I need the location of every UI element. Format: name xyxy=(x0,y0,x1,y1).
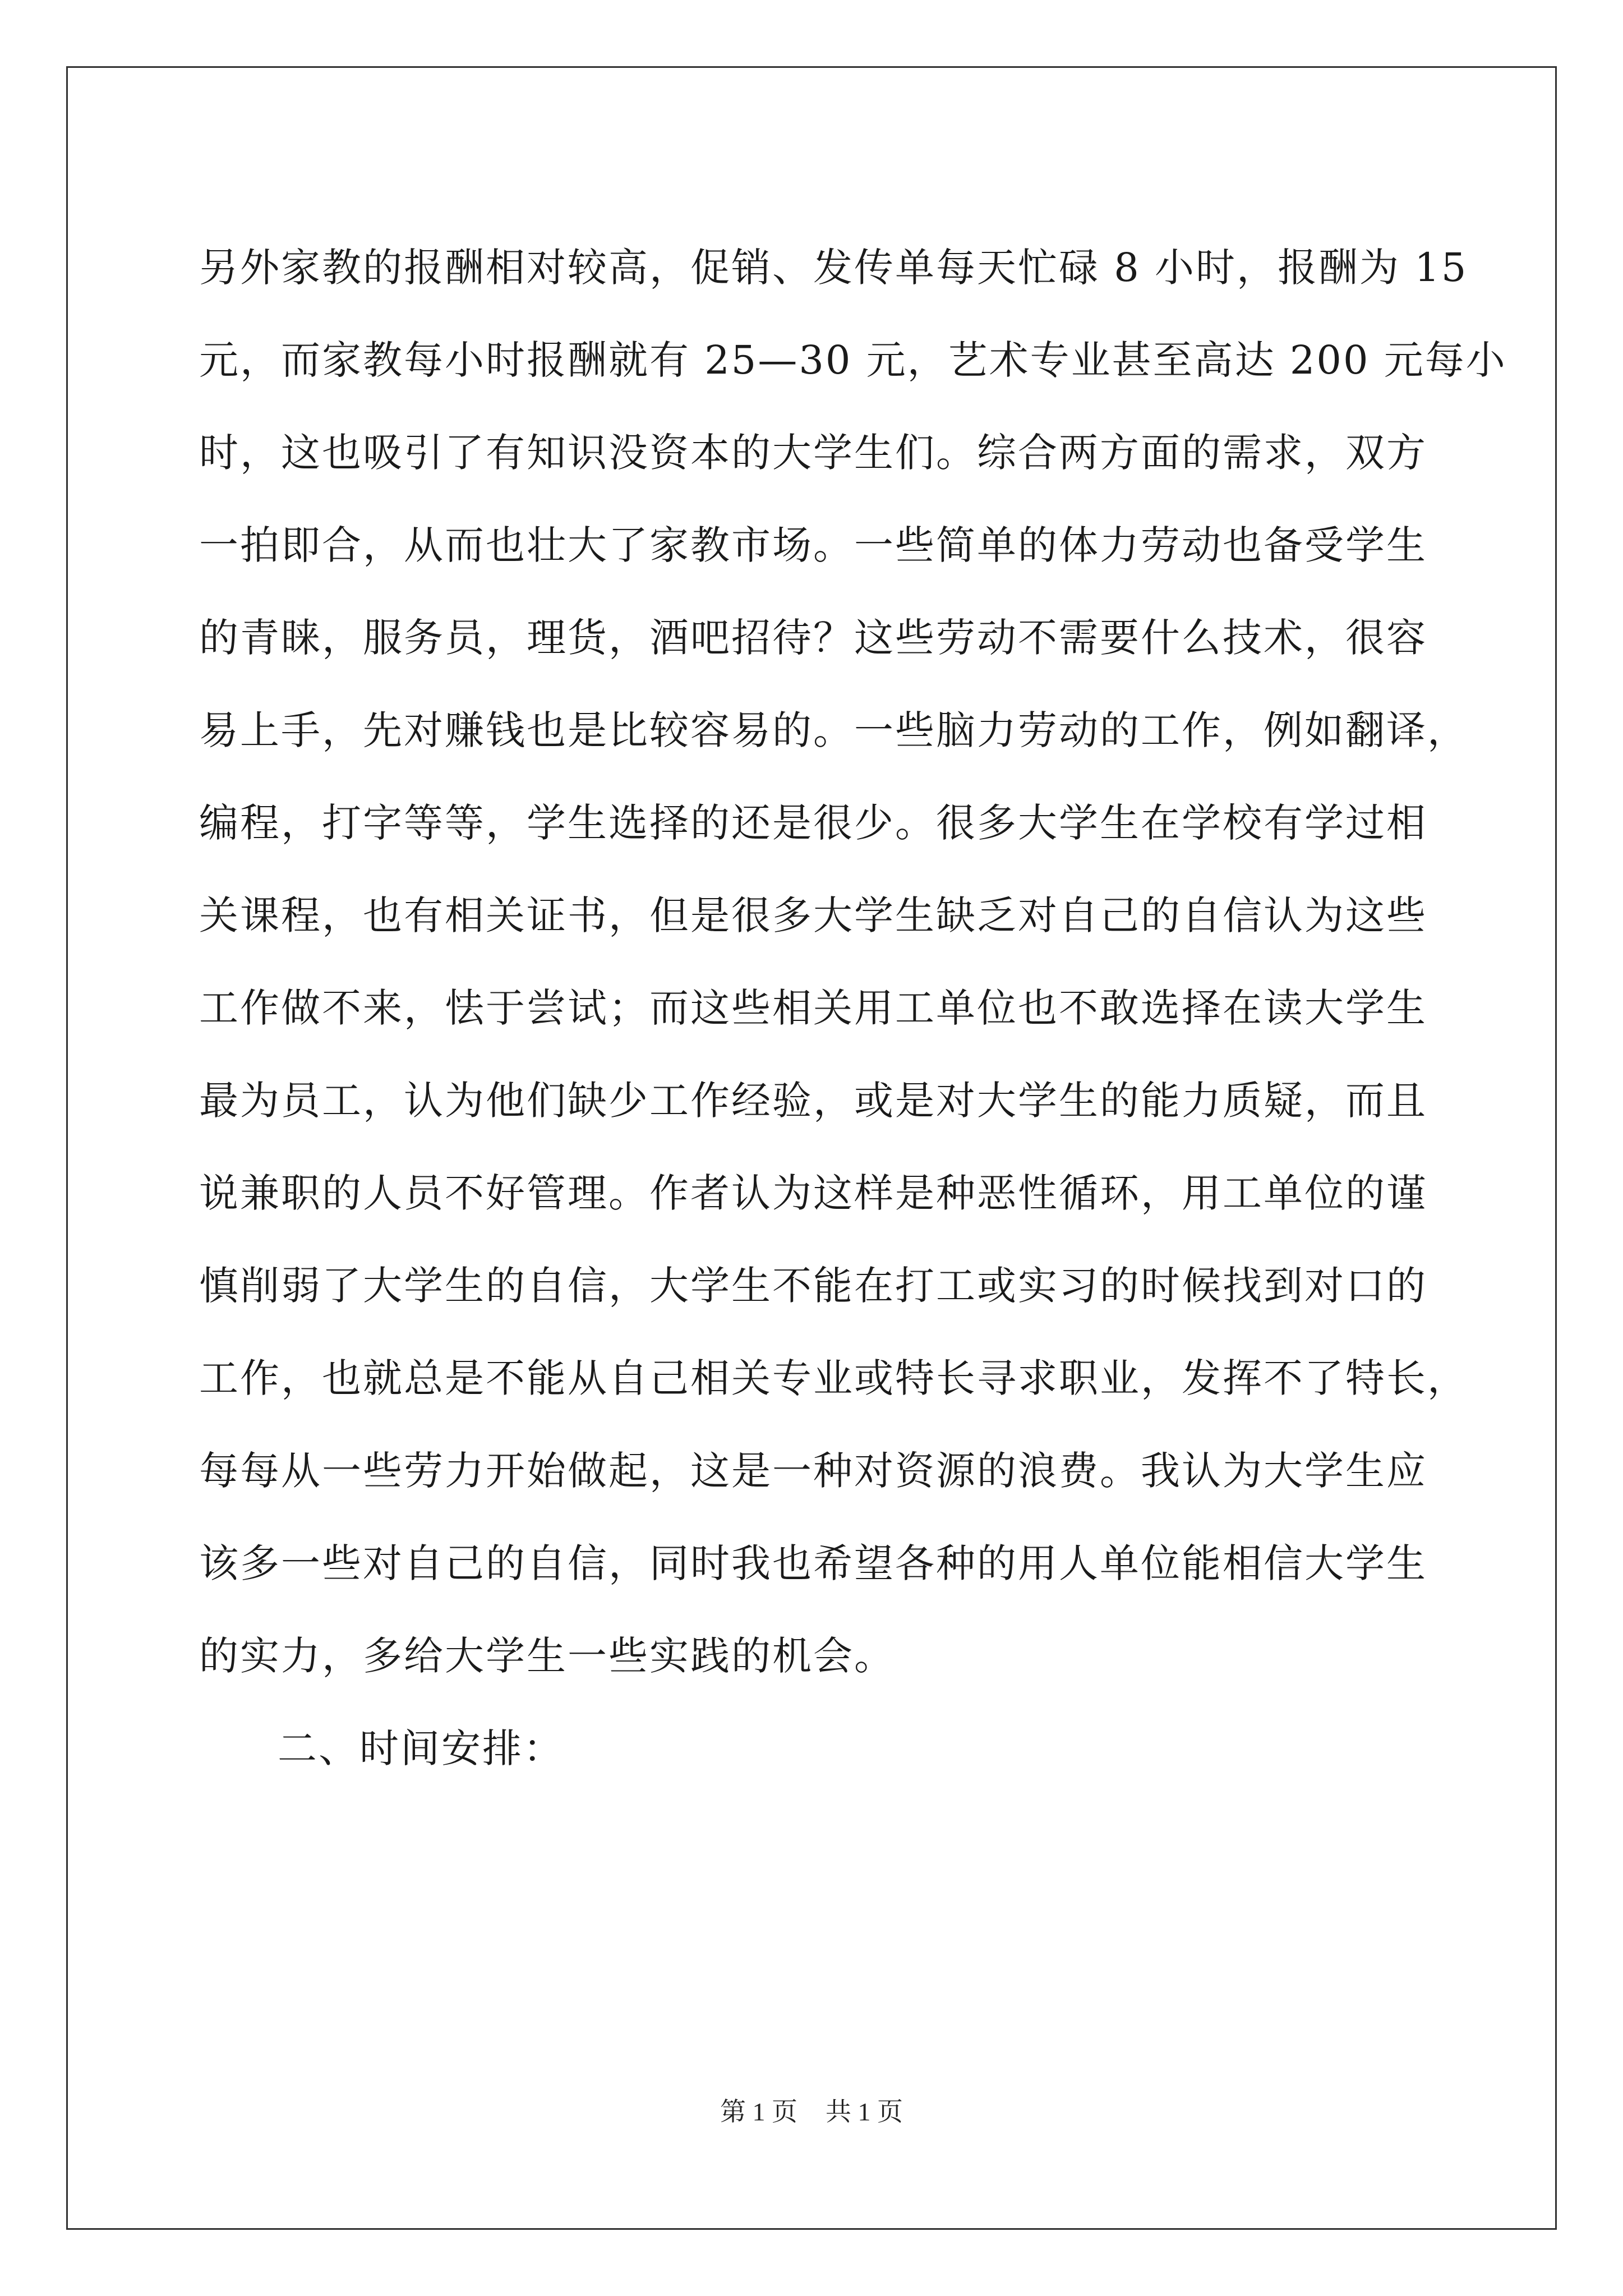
paragraph-line: 编程，打字等等，学生选择的还是很少。很多大学生在学校有学过相 xyxy=(199,800,1427,846)
section-heading: 二、时间安排： xyxy=(278,1726,564,1772)
paragraph-line: 说兼职的人员不好管理。作者认为这样是种恶性循环，用工单位的谨 xyxy=(199,1170,1427,1216)
paragraph-line: 另外家教的报酬相对较高，促销、发传单每天忙碌 8 小时，报酬为 15 xyxy=(199,245,1468,291)
paragraph-line: 一拍即合，从而也壮大了家教市场。一些简单的体力劳动也备受学生 xyxy=(199,522,1427,568)
paragraph-line: 时，这也吸引了有知识没资本的大学生们。综合两方面的需求，双方 xyxy=(199,430,1427,476)
paragraph-line: 工作，也就总是不能从自己相关专业或特长寻求职业，发挥不了特长， xyxy=(199,1355,1468,1401)
paragraph-line: 每每从一些劳力开始做起，这是一种对资源的浪费。我认为大学生应 xyxy=(199,1448,1427,1494)
document-body xyxy=(199,222,1507,1795)
paragraph-line: 慎削弱了大学生的自信，大学生不能在打工或实习的时候找到对口的 xyxy=(199,1263,1427,1309)
page-total: 共 1 页 xyxy=(826,2097,903,2126)
paragraph-line: 该多一些对自己的自信，同时我也希望各种的用人单位能相信大学生 xyxy=(199,1540,1427,1586)
paragraph-line: 关课程，也有相关证书，但是很多大学生缺乏对自己的自信认为这些 xyxy=(199,892,1427,938)
page-number: 第 1 页 xyxy=(720,2097,797,2126)
paragraph-line: 最为员工，认为他们缺少工作经验，或是对大学生的能力质疑，而且 xyxy=(199,1078,1427,1124)
paragraph xyxy=(199,222,1507,1703)
paragraph-line: 易上手，先对赚钱也是比较容易的。一些脑力劳动的工作，例如翻译， xyxy=(199,707,1468,753)
paragraph-line: 元，而家教每小时报酬就有 25—30 元，艺术专业甚至高达 200 元每小 xyxy=(199,337,1507,383)
paragraph-line: 的实力，多给大学生一些实践的机会。 xyxy=(199,1633,895,1679)
paragraph-line: 的青睐，服务员，理货，酒吧招待？这些劳动不需要什么技术，很容 xyxy=(199,615,1427,661)
paragraph-line: 工作做不来，怯于尝试；而这些相关用工单位也不敢选择在读大学生 xyxy=(199,985,1427,1031)
page-footer xyxy=(0,2091,1623,2128)
